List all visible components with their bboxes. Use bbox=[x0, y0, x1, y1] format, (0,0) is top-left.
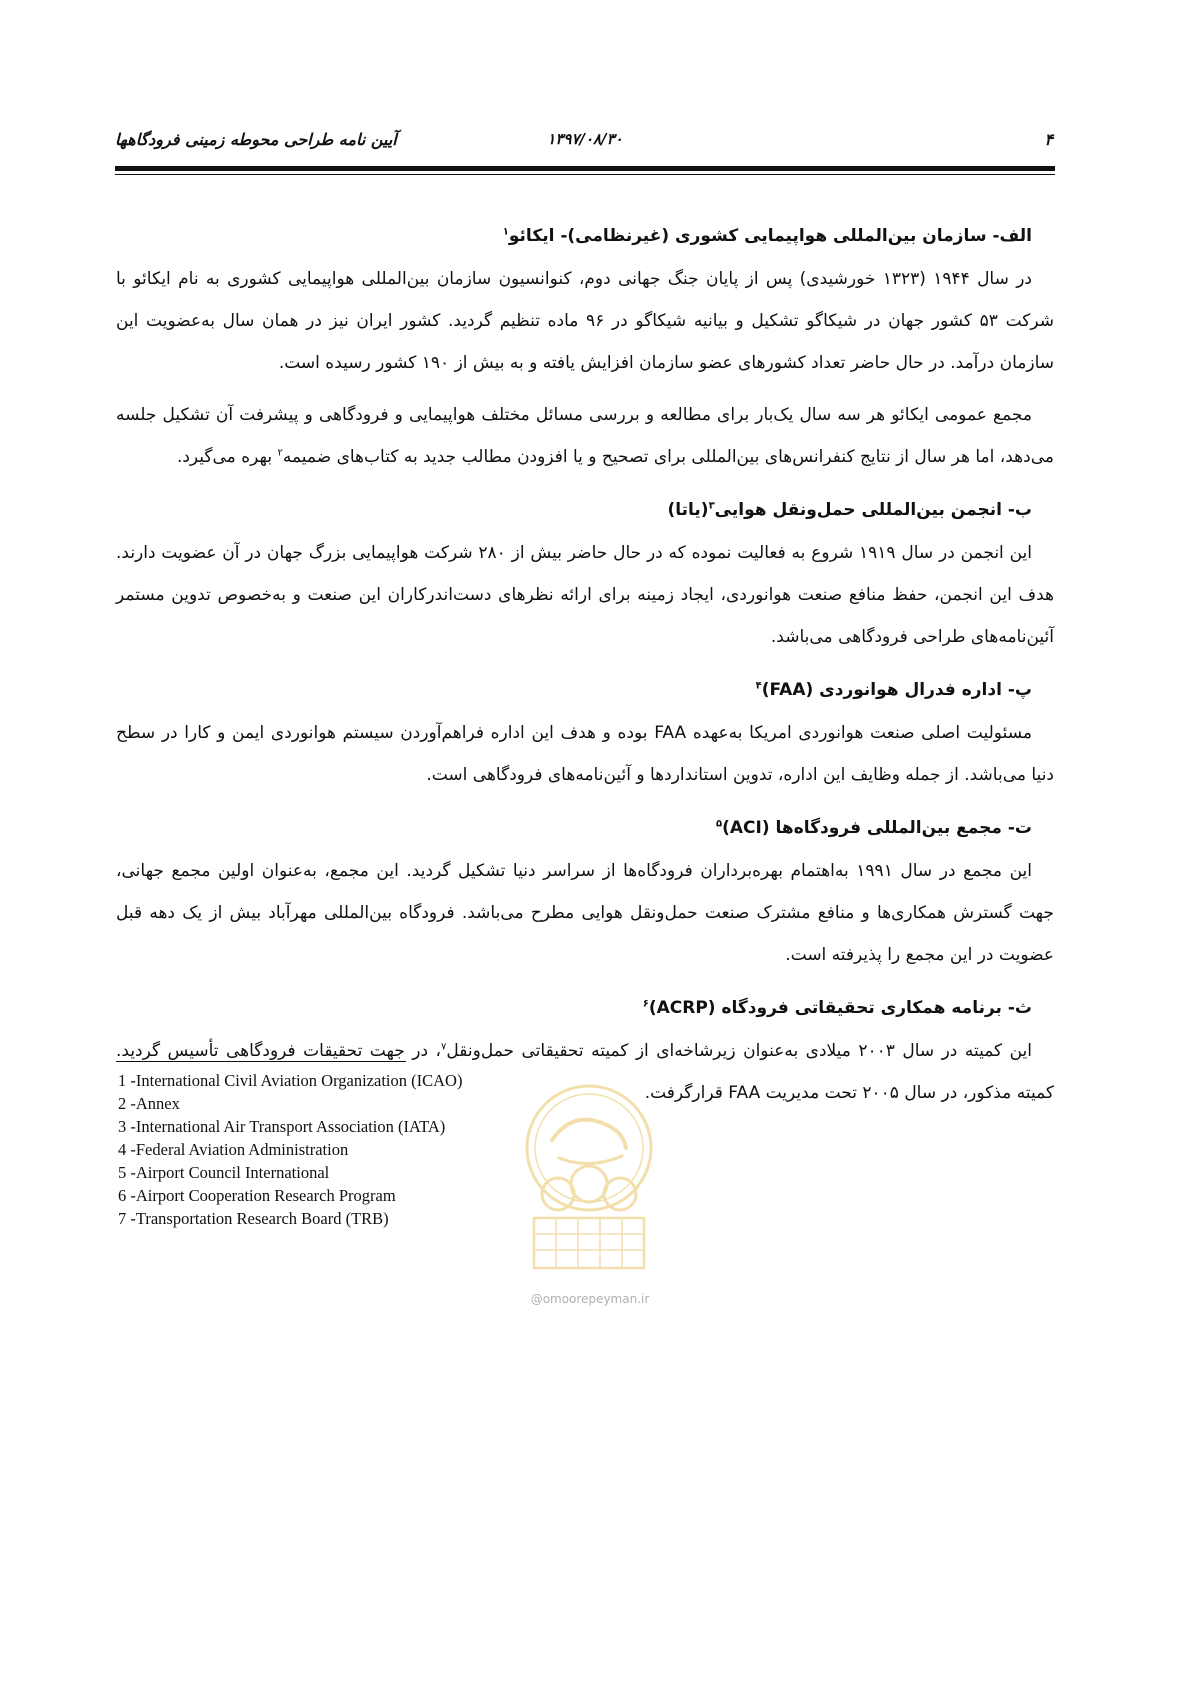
footnote-ref-3[interactable]: ۳ bbox=[708, 500, 715, 512]
footnotes bbox=[118, 1069, 638, 1230]
paragraph-acrp-1: این کمیته در سال ۲۰۰۳ میلادی به‌عنوان زیرشاخه‌ای از کمیته تحقیقاتی حمل‌ونقل$^۷$، در جهت تحقیقات فرودگاهی تأسیس گردید. کمیته مذکور، در سال ۲۰۰۵ تحت مدیریت FAA قرارگرفت. bbox=[116, 1041, 1054, 1103]
section-heading-acrp: ث- برنامه همکاری تحقیقاتی فرودگاه (ACRP)$^۶$ bbox=[642, 998, 1032, 1018]
header-title: آیین نامه طراحی محوطه زمینی فرودگاهها bbox=[115, 130, 397, 149]
document-body bbox=[116, 214, 1054, 1124]
footnote-ref-5[interactable]: ۵ bbox=[715, 818, 723, 830]
paragraph-iata-1: این انجمن در سال ۱۹۱۹ شروع به فعالیت نموده که در حال حاضر بیش از ۲۸۰ شرکت هواپیمایی بزرگ جهان در آن عضویت دارند. هدف این انجمن، حفظ منافع صنعت هوانوردی، ایجاد زمینه برای ارائه نظرهای دست‌اندرکاران این صنعت و به‌خصوص تدوین مستمر آئین‌نامه‌های طراحی فرودگاهی می‌باشد. bbox=[116, 543, 1054, 647]
section-heading-faa: پ- اداره فدرال هوانوردی (FAA)$^۴$ bbox=[755, 680, 1032, 700]
header-rule-thick bbox=[115, 166, 1055, 171]
paragraph-aci-1: این مجمع در سال ۱۹۹۱ به‌اهتمام بهره‌برداران فرودگاه‌ها از سراسر دنیا تشکیل گردید. این مجمع، به‌عنوان اولین مجمع جهانی، جهت گسترش همکاری‌ها و منافع مشترک صنعت حمل‌ونقل هوایی مطرح می‌باشد. فرودگاه بین‌المللی مهرآباد بیش از یک دهه قبل عضویت در این مجمع را پذیرفته است. bbox=[116, 861, 1054, 965]
header-date: ۱۳۹۷/۰۸/۳۰ bbox=[547, 130, 623, 148]
footnote-ref-6[interactable]: ۶ bbox=[642, 998, 649, 1010]
footnote-3: 3 -International Air Transport Association (IATA) bbox=[118, 1117, 446, 1136]
footnote-7: 7 -Transportation Research Board (TRB) bbox=[118, 1209, 389, 1228]
footnote-ref-2[interactable]: ۲ bbox=[277, 447, 283, 459]
footnote-5: 5 -Airport Council International bbox=[118, 1163, 330, 1182]
paragraph-faa-1: مسئولیت اصلی صنعت هوانوردی امریکا به‌عهده FAA بوده و هدف این اداره فراهم‌آوردن سیستم هوانوردی ایمن و کارا در سطح دنیا می‌باشد. از جمله وظایف این اداره، تدوین استانداردها و آئین‌نامه‌های فرودگاهی است. bbox=[116, 723, 1054, 785]
footnote-ref-1[interactable]: ۱ bbox=[502, 226, 509, 238]
section-heading-iata: ب- انجمن بین‌المللی حمل‌ونقل هوایی$^۳$(یاتا) bbox=[667, 500, 1032, 520]
page-header bbox=[115, 128, 1055, 156]
section-heading-icao: الف- سازمان بین‌المللی هواپیمایی کشوری (غیرنظامی)- ایکائو$^۱$ bbox=[502, 226, 1032, 246]
paragraph-icao-2: مجمع عمومی ایکائو هر سه سال یک‌بار برای مطالعه و بررسی مسائل مختلف هواپیمایی و فرودگاهی و پیشرفت آن تشکیل جلسه می‌دهد، اما هر سال از نتایج کنفرانس‌های بین‌المللی برای تصحیح و یا افزودن مطالب جدید به کتاب‌های ضمیمه$^۲$ بهره می‌گیرد. bbox=[116, 405, 1054, 467]
footnote-ref-7[interactable]: ۷ bbox=[441, 1041, 447, 1053]
footnote-ref-4[interactable]: ۴ bbox=[755, 680, 762, 692]
footnote-separator bbox=[116, 1061, 406, 1062]
footnote-2: 2 -Annex bbox=[118, 1094, 180, 1113]
paragraph-icao-1: در سال ۱۹۴۴ (۱۳۲۳ خورشیدی) پس از پایان جنگ جهانی دوم، کنوانسیون سازمان بین‌المللی هواپیمایی کشوری به نام ایکائو با شرکت ۵۳ کشور جهان در شیکاگو تشکیل و بیانیه شیکاگو در ۹۶ ماده تنظیم گردید. کشور ایران نیز در همان سال به‌عضویت این سازمان درآمد. در حال حاضر تعداد کشورهای عضو سازمان افزایش یافته و به بیش از ۱۹۰ کشور رسیده است. bbox=[116, 269, 1054, 373]
page-number: ۴ bbox=[1044, 130, 1053, 149]
watermark-url: @omoorepeyman.ir bbox=[530, 1292, 650, 1306]
header-rule-thin bbox=[115, 174, 1055, 175]
footnote-4: 4 -Federal Aviation Administration bbox=[118, 1140, 349, 1159]
section-heading-aci: ت- مجمع بین‌المللی فرودگاه‌ها (ACI)$^۵$ bbox=[715, 818, 1032, 838]
footnote-6: 6 -Airport Cooperation Research Program bbox=[118, 1186, 396, 1205]
footnote-1: 1 -International Civil Aviation Organization (ICAO) bbox=[118, 1071, 463, 1090]
